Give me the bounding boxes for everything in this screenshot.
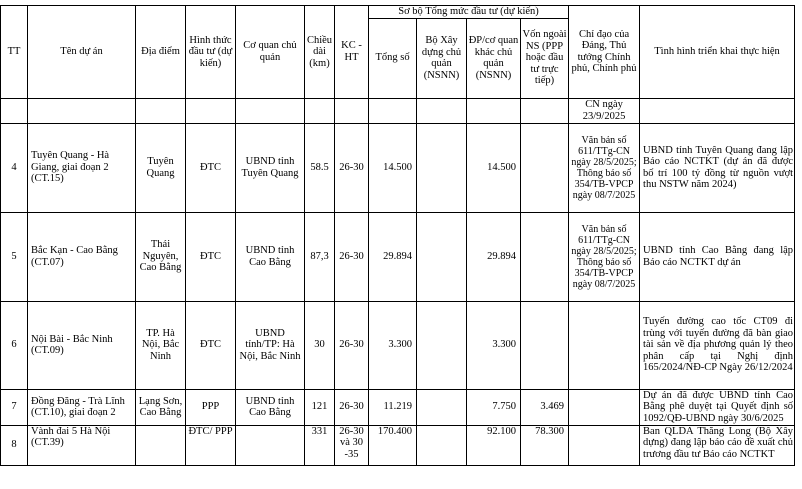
cell-investment-form: ĐTC/ PPP: [186, 425, 236, 465]
cell-total: 29.894: [369, 212, 417, 301]
cell-ministry: [417, 389, 467, 425]
cell-length: 121: [305, 389, 335, 425]
cell-length: 58.5: [305, 123, 335, 212]
cell-status: Ban QLDA Thăng Long (Bộ Xây dựng) đang lập báo cáo đề xuất chủ trương đầu tư Báo cáo NCTKT: [640, 425, 795, 465]
header-kc-ht: KC - HT: [335, 6, 369, 99]
header-project-name: Tên dự án: [28, 6, 136, 99]
cell-tt: 5: [1, 212, 28, 301]
cell-agency: UBND tỉnh Cao Bằng: [236, 389, 305, 425]
cell-investment-form: ĐTC: [186, 301, 236, 389]
cell-length: 331: [305, 425, 335, 465]
cell-investment-form: PPP: [186, 389, 236, 425]
cell-tt: 6: [1, 301, 28, 389]
cell-kc-ht: 26-30: [335, 123, 369, 212]
cell-project-name: Vành đai 5 Hà Nội (CT.39): [28, 425, 136, 465]
cell-agency: UBND tỉnh Tuyên Quang: [236, 123, 305, 212]
cell-investment-form: ĐTC: [186, 212, 236, 301]
cell-agency: [236, 425, 305, 465]
cell-location: Tuyên Quang: [136, 123, 186, 212]
cell-directive: Văn bản số 611/TTg-CN ngày 28/5/2025; Thông báo số 354/TB-VPCP ngày 08/7/2025: [569, 123, 640, 212]
header-preliminary: Sơ bộ Tổng mức đầu tư (dự kiến): [369, 6, 569, 19]
header-investment-form: Hình thức đầu tư (dự kiến): [186, 6, 236, 99]
cell-directive: [569, 389, 640, 425]
header-length: Chiều dài (km): [305, 6, 335, 99]
cell-directive: [569, 301, 640, 389]
cell-ministry: [417, 123, 467, 212]
cell-total: 170.400: [369, 425, 417, 465]
cell-kc-ht: 26-30: [335, 212, 369, 301]
cell-kc-ht: 26-30: [335, 301, 369, 389]
cell-status: Dự án đã được UBND tỉnh Cao Bằng phê duyệt tại Quyết định số 1092/QĐ-UBND ngày 30/6/2025: [640, 389, 795, 425]
header-tt: TT: [1, 6, 28, 99]
cell-kc-ht: 26-30 và 30 -35: [335, 425, 369, 465]
cell-project-name: Nội Bài - Bắc Ninh (CT.09): [28, 301, 136, 389]
cell-tt: 4: [1, 123, 28, 212]
table-row: [1, 212, 795, 301]
cell-status: UBND tỉnh Tuyên Quang đang lập Báo cáo NCTKT (dự án đã được bố trí 100 tỷ đồng từ nguồn vượt thu NSTW năm 2024): [640, 123, 795, 212]
header-directive: Chỉ đạo của Đảng, Thủ tướng Chính phủ, Chính phủ: [569, 6, 640, 99]
table-row-continuation: [1, 98, 795, 123]
cell-ppp: [521, 212, 569, 301]
header-ministry: Bộ Xây dựng chủ quản (NSNN): [417, 18, 467, 98]
header-total: Tổng số: [369, 18, 417, 98]
cell-location: TP. Hà Nội, Bắc Ninh: [136, 301, 186, 389]
header-row-1: [1, 6, 795, 19]
cell-tt: 7: [1, 389, 28, 425]
cell-directive: Văn bản số 611/TTg-CN ngày 28/5/2025; Thông báo số 354/TB-VPCP ngày 08/7/2025: [569, 212, 640, 301]
cell-ministry: [417, 301, 467, 389]
cell-ministry: [417, 425, 467, 465]
investment-table: [0, 5, 795, 466]
header-ppp: Vốn ngoài NS (PPP hoặc đầu tư trực tiếp): [521, 18, 569, 98]
header-local-agency: ĐP/cơ quan khác chủ quản (NSNN): [467, 18, 521, 98]
cell-local-agency: 14.500: [467, 123, 521, 212]
header-location: Địa điểm: [136, 6, 186, 99]
cell-agency: UBND tỉnh Cao Bằng: [236, 212, 305, 301]
cell-ppp: 3.469: [521, 389, 569, 425]
cell-tt: 8: [1, 425, 28, 465]
cell-local-agency: 7.750: [467, 389, 521, 425]
cell-directive: CN ngày 23/9/2025: [569, 98, 640, 123]
cell-local-agency: 3.300: [467, 301, 521, 389]
header-agency: Cơ quan chủ quản: [236, 6, 305, 99]
cell-local-agency: 92.100: [467, 425, 521, 465]
table-row: [1, 123, 795, 212]
cell-length: 30: [305, 301, 335, 389]
cell-location: Thái Nguyên, Cao Bằng: [136, 212, 186, 301]
cell-ppp: [521, 301, 569, 389]
header-status: Tình hình triển khai thực hiện: [640, 6, 795, 99]
cell-ppp: 78.300: [521, 425, 569, 465]
cell-directive: [569, 425, 640, 465]
cell-location: [136, 425, 186, 465]
cell-status: UBND tỉnh Cao Bằng đang lập Báo cáo NCTKT dự án: [640, 212, 795, 301]
cell-total: 3.300: [369, 301, 417, 389]
cell-total: 11.219: [369, 389, 417, 425]
table-row: [1, 301, 795, 389]
table-row: [1, 425, 795, 465]
cell-kc-ht: 26-30: [335, 389, 369, 425]
table-row: [1, 389, 795, 425]
cell-project-name: Bắc Kạn - Cao Bằng (CT.07): [28, 212, 136, 301]
cell-project-name: Tuyên Quang - Hà Giang, giai đoạn 2 (CT.15): [28, 123, 136, 212]
cell-ministry: [417, 212, 467, 301]
cell-agency: UBND tỉnh/TP: Hà Nội, Bắc Ninh: [236, 301, 305, 389]
cell-total: 14.500: [369, 123, 417, 212]
cell-location: Lạng Sơn, Cao Bằng: [136, 389, 186, 425]
cell-local-agency: 29.894: [467, 212, 521, 301]
cell-investment-form: ĐTC: [186, 123, 236, 212]
cell-length: 87,3: [305, 212, 335, 301]
cell-ppp: [521, 123, 569, 212]
cell-status: Tuyến đường cao tốc CT09 đi trùng với tuyến đường đã bàn giao tài sản về địa phương quản lý theo phân cấp tại Nghị định 165/2024/NĐ-CP Ngày 26/12/2024: [640, 301, 795, 389]
cell-project-name: Đồng Đăng - Trà Lĩnh (CT.10), giai đoạn 2: [28, 389, 136, 425]
